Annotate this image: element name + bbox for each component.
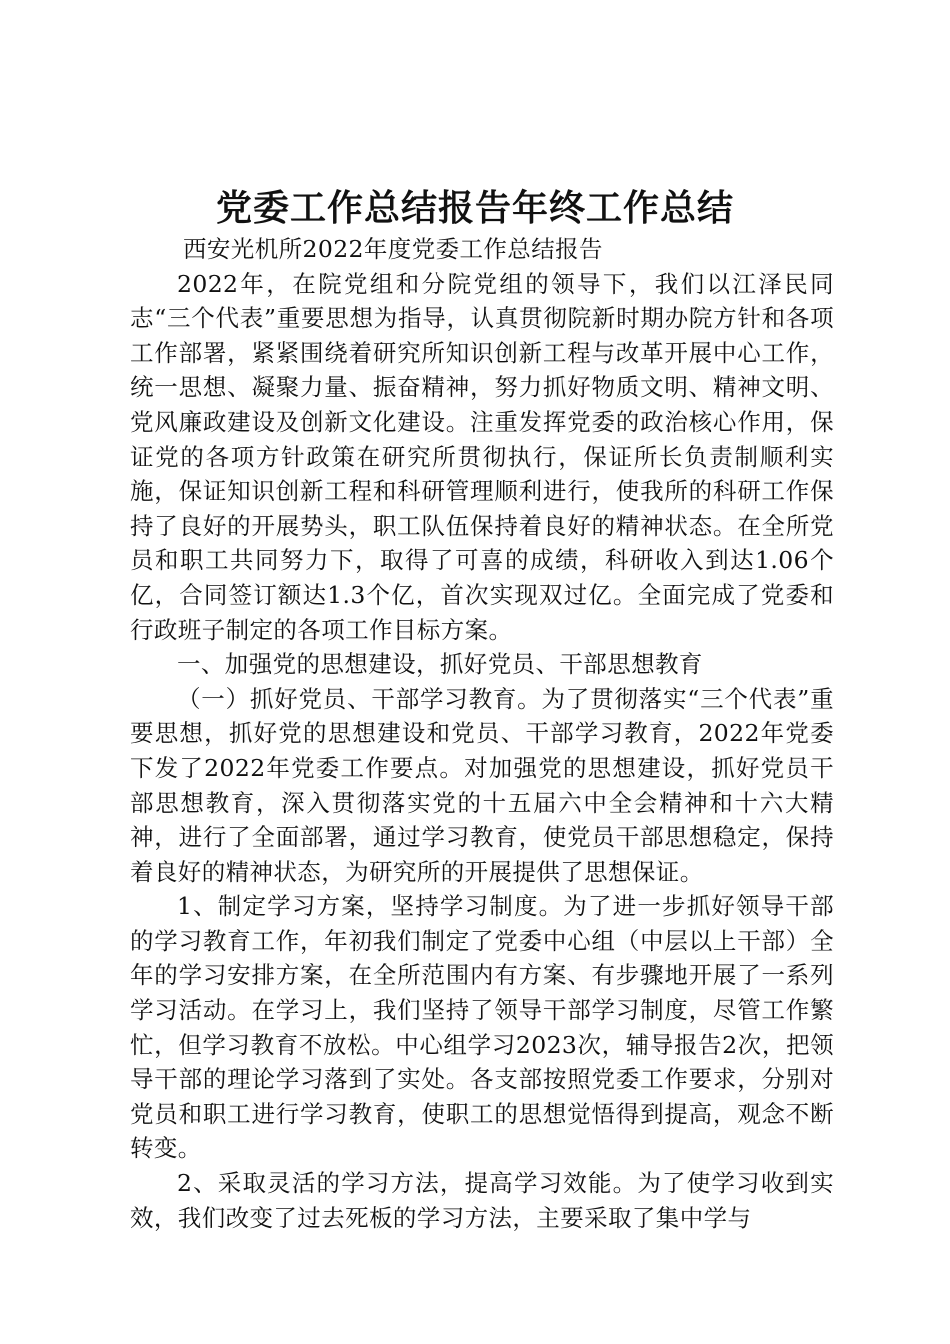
paragraph-item-2: 2、采取灵活的学习方法，提高学习效能。为了使学习收到实效，我们改变了过去死板的学习方法，主要采取了集中学与: [130, 1169, 834, 1232]
document-body: [130, 232, 834, 1235]
document-title: 党委工作总结报告年终工作总结: [215, 187, 734, 229]
section-heading-1: 一、加强党的思想建设，抓好党员、干部思想教育: [177, 650, 703, 679]
paragraph-intro: 2022年，在院党组和分院党组的领导下，我们以江泽民同志“三个代表”重要思想为指导，认真贯彻院新时期办院方针和各项工作部署，紧紧围绕着研究所知识创新工程与改革开展中心工作，统一思想、凝聚力量、振奋精神，努力抓好物质文明、精神文明、党风廉政建设及创新文化建设。注重发挥党委的政治核心作用，保证党的各项方针政策在研究所贯彻执行，保证所长负责制顺利实施，保证知识创新工程和科研管理顺利进行，使我所的科研工作保持了良好的开展势头，职工队伍保持着良好的精神状态。在全所党员和职工共同努力下，取得了可喜的成绩，科研收入到达1.06个亿，合同签订额达1.3个亿，首次实现双过亿。全面完成了党委和行政班子制定的各项工作目标方案。: [130, 269, 834, 644]
paragraph-subsection-1: （一）抓好党员、干部学习教育。为了贯彻落实“三个代表”重要思想，抓好党的思想建设和党员、干部学习教育，2022年党委下发了2022年党委工作要点。对加强党的思想建设，抓好党员干部思想教育，深入贯彻落实党的十五届六中全会精神和十六大精神，进行了全面部署，通过学习教育，使党员干部思想稳定，保持着良好的精神状态，为研究所的开展提供了思想保证。: [130, 684, 834, 886]
document-subtitle: 西安光机所2022年度党委工作总结报告: [183, 235, 603, 263]
paragraph-item-1: 1、制定学习方案，坚持学习制度。为了进一步抓好领导干部的学习教育工作，年初我们制定了党委中心组（中层以上干部）全年的学习安排方案，在全所范围内有方案、有步骤地开展了一系列学习活动。在学习上，我们坚持了领导干部学习制度，尽管工作繁忙，但学习教育不放松。中心组学习2023次，辅导报告2次，把领导干部的理论学习落到了实处。各支部按照党委工作要求，分别对党员和职工进行学习教育，使职工的思想觉悟得到提高，观念不断转变。: [130, 892, 834, 1163]
